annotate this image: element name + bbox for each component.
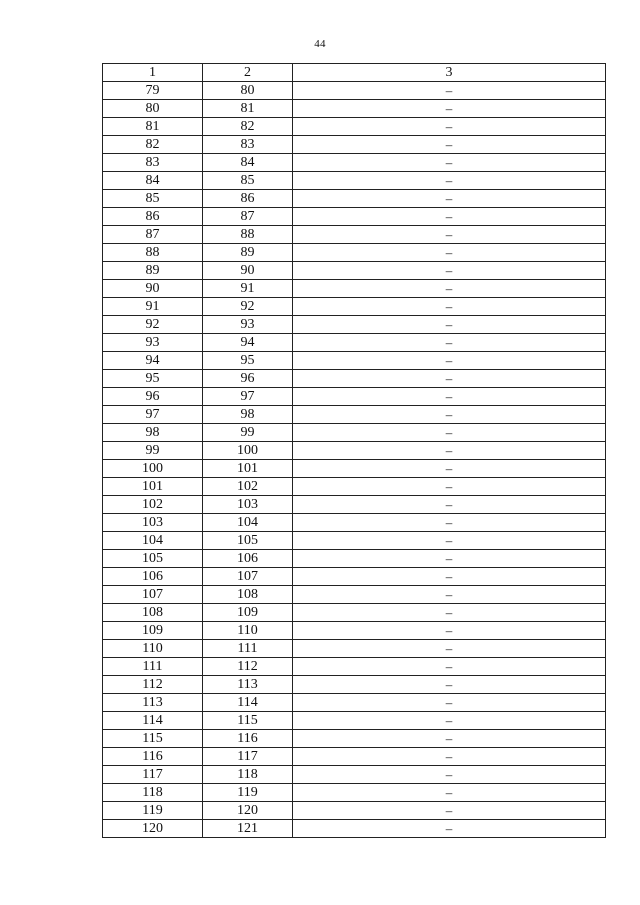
table-cell-col-1: 86 <box>103 208 203 226</box>
table-cell-col-2: 119 <box>203 784 293 802</box>
table-cell-col-3: – <box>293 82 606 100</box>
table-cell-col-1: 99 <box>103 442 203 460</box>
table-cell-col-1: 112 <box>103 676 203 694</box>
table-cell-col-1: 120 <box>103 820 203 838</box>
table-cell-col-1: 110 <box>103 640 203 658</box>
table-row <box>103 496 606 514</box>
table-cell-col-1: 88 <box>103 244 203 262</box>
table-cell-col-2: 103 <box>203 496 293 514</box>
table-cell-col-3: – <box>293 712 606 730</box>
table-cell-col-2: 86 <box>203 190 293 208</box>
table-cell-col-1: 119 <box>103 802 203 820</box>
column-header-1: 1 <box>103 64 203 82</box>
table-cell-col-1: 85 <box>103 190 203 208</box>
table-cell-col-2: 106 <box>203 550 293 568</box>
table-cell-col-3: – <box>293 730 606 748</box>
table-cell-col-2: 90 <box>203 262 293 280</box>
table-cell-col-3: – <box>293 766 606 784</box>
table-cell-col-1: 101 <box>103 478 203 496</box>
table-row <box>103 694 606 712</box>
table-cell-col-2: 111 <box>203 640 293 658</box>
table-cell-col-1: 92 <box>103 316 203 334</box>
table-cell-col-1: 82 <box>103 136 203 154</box>
table-cell-col-1: 93 <box>103 334 203 352</box>
table-cell-col-1: 81 <box>103 118 203 136</box>
table-cell-col-3: – <box>293 298 606 316</box>
table-row <box>103 478 606 496</box>
table-row <box>103 712 606 730</box>
table-row <box>103 172 606 190</box>
table-cell-col-2: 105 <box>203 532 293 550</box>
table-cell-col-1: 109 <box>103 622 203 640</box>
table-cell-col-3: – <box>293 226 606 244</box>
table-body <box>103 82 606 838</box>
table-row <box>103 226 606 244</box>
column-header-2: 2 <box>203 64 293 82</box>
table-cell-col-2: 116 <box>203 730 293 748</box>
table-cell-col-1: 94 <box>103 352 203 370</box>
table-cell-col-2: 108 <box>203 586 293 604</box>
table-cell-col-1: 89 <box>103 262 203 280</box>
table-cell-col-1: 103 <box>103 514 203 532</box>
table-cell-col-3: – <box>293 280 606 298</box>
table-cell-col-1: 117 <box>103 766 203 784</box>
table-row <box>103 316 606 334</box>
table-cell-col-2: 121 <box>203 820 293 838</box>
table-row <box>103 568 606 586</box>
table-cell-col-1: 98 <box>103 424 203 442</box>
table-cell-col-2: 102 <box>203 478 293 496</box>
table-cell-col-3: – <box>293 100 606 118</box>
table-cell-col-1: 105 <box>103 550 203 568</box>
table-cell-col-3: – <box>293 496 606 514</box>
table-row <box>103 784 606 802</box>
table-header-row <box>103 64 606 82</box>
table-row <box>103 190 606 208</box>
table-cell-col-1: 100 <box>103 460 203 478</box>
table-cell-col-2: 113 <box>203 676 293 694</box>
table-cell-col-1: 90 <box>103 280 203 298</box>
table-cell-col-2: 83 <box>203 136 293 154</box>
data-table <box>102 63 606 838</box>
table-row <box>103 748 606 766</box>
table-row <box>103 586 606 604</box>
table-cell-col-3: – <box>293 316 606 334</box>
table-cell-col-1: 107 <box>103 586 203 604</box>
table-cell-col-1: 113 <box>103 694 203 712</box>
table-cell-col-3: – <box>293 532 606 550</box>
table-cell-col-1: 111 <box>103 658 203 676</box>
table-cell-col-3: – <box>293 478 606 496</box>
table-row <box>103 298 606 316</box>
page-number: 44 <box>314 38 326 50</box>
table-cell-col-2: 85 <box>203 172 293 190</box>
table-cell-col-1: 114 <box>103 712 203 730</box>
table-cell-col-2: 93 <box>203 316 293 334</box>
table-cell-col-3: – <box>293 622 606 640</box>
table-row <box>103 208 606 226</box>
table-row <box>103 388 606 406</box>
table-row <box>103 820 606 838</box>
table-cell-col-2: 98 <box>203 406 293 424</box>
table-cell-col-3: – <box>293 118 606 136</box>
table-cell-col-3: – <box>293 802 606 820</box>
table-cell-col-3: – <box>293 442 606 460</box>
table-row <box>103 82 606 100</box>
table-cell-col-2: 120 <box>203 802 293 820</box>
table-row <box>103 154 606 172</box>
table-cell-col-2: 91 <box>203 280 293 298</box>
table-cell-col-1: 79 <box>103 82 203 100</box>
table-cell-col-2: 92 <box>203 298 293 316</box>
table-cell-col-2: 95 <box>203 352 293 370</box>
table-cell-col-3: – <box>293 388 606 406</box>
table-cell-col-2: 97 <box>203 388 293 406</box>
table-cell-col-3: – <box>293 460 606 478</box>
table-cell-col-1: 116 <box>103 748 203 766</box>
table-row <box>103 100 606 118</box>
table-row <box>103 514 606 532</box>
table-cell-col-2: 96 <box>203 370 293 388</box>
table-cell-col-1: 102 <box>103 496 203 514</box>
table-row <box>103 658 606 676</box>
table-cell-col-3: – <box>293 640 606 658</box>
table-cell-col-1: 108 <box>103 604 203 622</box>
table-cell-col-2: 100 <box>203 442 293 460</box>
table-cell-col-3: – <box>293 568 606 586</box>
table-cell-col-1: 87 <box>103 226 203 244</box>
table-cell-col-3: – <box>293 262 606 280</box>
table-cell-col-1: 84 <box>103 172 203 190</box>
table-cell-col-3: – <box>293 658 606 676</box>
table-cell-col-1: 95 <box>103 370 203 388</box>
table-cell-col-2: 109 <box>203 604 293 622</box>
table-cell-col-3: – <box>293 136 606 154</box>
table-cell-col-3: – <box>293 604 606 622</box>
table-cell-col-2: 117 <box>203 748 293 766</box>
table-cell-col-2: 118 <box>203 766 293 784</box>
table-row <box>103 262 606 280</box>
table-row <box>103 352 606 370</box>
table-cell-col-3: – <box>293 208 606 226</box>
table-row <box>103 550 606 568</box>
table-cell-col-3: – <box>293 676 606 694</box>
table-cell-col-2: 99 <box>203 424 293 442</box>
column-header-3: 3 <box>293 64 606 82</box>
table-row <box>103 334 606 352</box>
table-cell-col-3: – <box>293 514 606 532</box>
table-cell-col-1: 91 <box>103 298 203 316</box>
table-cell-col-3: – <box>293 784 606 802</box>
table-cell-col-1: 118 <box>103 784 203 802</box>
table-row <box>103 802 606 820</box>
table-row <box>103 604 606 622</box>
table-cell-col-3: – <box>293 748 606 766</box>
table-row <box>103 730 606 748</box>
table-cell-col-2: 87 <box>203 208 293 226</box>
table-cell-col-1: 83 <box>103 154 203 172</box>
table-cell-col-2: 88 <box>203 226 293 244</box>
table-cell-col-3: – <box>293 370 606 388</box>
table-row <box>103 136 606 154</box>
table-cell-col-2: 104 <box>203 514 293 532</box>
table-row <box>103 406 606 424</box>
table-cell-col-1: 96 <box>103 388 203 406</box>
table-cell-col-2: 80 <box>203 82 293 100</box>
table-row <box>103 442 606 460</box>
table-cell-col-3: – <box>293 244 606 262</box>
table-cell-col-2: 115 <box>203 712 293 730</box>
table-cell-col-3: – <box>293 586 606 604</box>
table-cell-col-3: – <box>293 190 606 208</box>
table-cell-col-3: – <box>293 154 606 172</box>
table-row <box>103 280 606 298</box>
table-cell-col-1: 80 <box>103 100 203 118</box>
table-cell-col-3: – <box>293 406 606 424</box>
table-cell-col-2: 81 <box>203 100 293 118</box>
table-row <box>103 118 606 136</box>
table-cell-col-1: 97 <box>103 406 203 424</box>
table-cell-col-2: 110 <box>203 622 293 640</box>
table-row <box>103 766 606 784</box>
table-cell-col-2: 114 <box>203 694 293 712</box>
table-cell-col-2: 89 <box>203 244 293 262</box>
table-cell-col-3: – <box>293 352 606 370</box>
table-row <box>103 370 606 388</box>
table-row <box>103 640 606 658</box>
table-row <box>103 424 606 442</box>
table-row <box>103 532 606 550</box>
table-cell-col-3: – <box>293 172 606 190</box>
table-cell-col-1: 115 <box>103 730 203 748</box>
table-cell-col-3: – <box>293 334 606 352</box>
table-cell-col-3: – <box>293 694 606 712</box>
table-cell-col-2: 82 <box>203 118 293 136</box>
table-cell-col-2: 94 <box>203 334 293 352</box>
table-cell-col-2: 107 <box>203 568 293 586</box>
table-cell-col-2: 84 <box>203 154 293 172</box>
table-cell-col-2: 112 <box>203 658 293 676</box>
table-row <box>103 622 606 640</box>
table-cell-col-2: 101 <box>203 460 293 478</box>
table-cell-col-3: – <box>293 550 606 568</box>
table-cell-col-3: – <box>293 820 606 838</box>
table-cell-col-3: – <box>293 424 606 442</box>
table-cell-col-1: 106 <box>103 568 203 586</box>
table-row <box>103 676 606 694</box>
table-row <box>103 244 606 262</box>
table-row <box>103 460 606 478</box>
table-cell-col-1: 104 <box>103 532 203 550</box>
